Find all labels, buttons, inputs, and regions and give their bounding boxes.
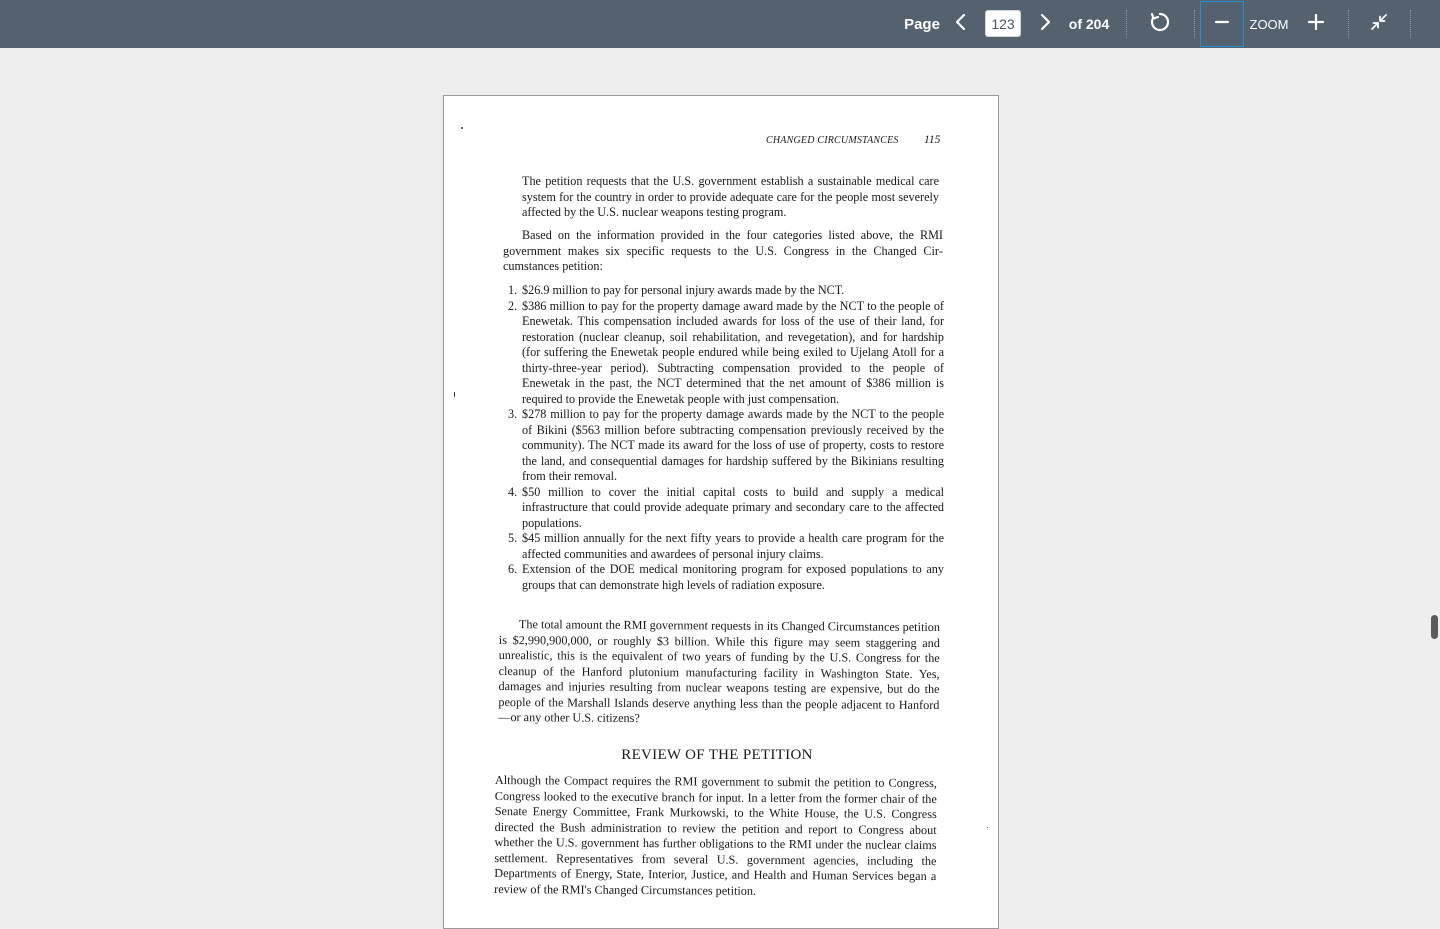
collapse-arrows-icon (1369, 12, 1389, 37)
toolbar-divider (1410, 10, 1411, 38)
rotate-icon (1149, 11, 1171, 38)
toolbar-divider (1348, 10, 1349, 38)
list-item: 2. $386 million to pay for the property damage award made by the NCT to the people of Enewetak. This compensation included awards for loss of the use of their land, for restoration (nuclear cleanup, soil rehabilitation, and revegetation), and for hardship (for suffering the Enewetak people endured while being exiled to Ujelang Atoll for a thirty-three-year period). Subtracting compensation provided to the people of Enewetak in the past, the NCT determined that the net amount of $386 million is required to provide the Enewetak people with just compensation. (508, 298, 944, 406)
paragraph: Although the Compact requires the RMI government to submit the petition to Congress, Congress looked to the executive branch for input. In a letter from the former chair of the Senate Energy Committee, Frank Murkowski, to the White House, the U.S. Congress directed the Bush administration to review the petition and report to Congress about whether the U.S. government has further obligations to the RMI under the nuclear claims settlement. Representatives from several U.S. government agencies, including the Departments of Energy, State, Interior, Justice, and Health and Human Services began a review of the RMI's Changed Circumstances petition. (494, 773, 937, 898)
chevron-left-icon (954, 13, 968, 36)
running-head: CHANGED CIRCUMSTANCES (766, 135, 899, 146)
scan-speck (461, 127, 463, 129)
plus-icon (1307, 13, 1325, 36)
chevron-right-icon (1038, 13, 1052, 36)
paragraph: The petition requests that the U.S. government establish a sustainable medical care system for the country in order to provide adequate care for the people most severely affected by the U.S. nuclear weapons testing program. (522, 174, 939, 219)
previous-page-button[interactable] (946, 0, 976, 48)
list-item: 6. Extension of the DOE medical monitoring program for exposed populations to any groups that can demonstrate high levels of radiation exposure. (508, 562, 944, 592)
scan-speck (987, 827, 988, 828)
minus-icon (1214, 14, 1230, 35)
rotate-button[interactable] (1143, 0, 1177, 48)
list-item: 3. $278 million to pay for the property damage awards made by the NCT to the people of Bikini ($563 million before subtracting compensation previously received by the community). The NCT made its award for the loss of use of property, costs to restore the land, and consequential damages for hardship suffered by the Bikinians resulting from their removal. (508, 407, 944, 483)
zoom-in-button[interactable] (1300, 0, 1332, 48)
printed-page-number: 115 (924, 134, 941, 146)
exit-fullscreen-button[interactable] (1362, 0, 1396, 48)
section-heading: REVIEW OF THE PETITION (621, 747, 813, 763)
document-page (443, 95, 999, 929)
total-pages-label: of 204 (1068, 16, 1110, 32)
zoom-out-button[interactable] (1200, 1, 1244, 47)
list-item: 4. $50 million to cover the initial capital costs to build and supply a medical infrastructure that could provide adequate primary and secondary care to the affected populations. (508, 484, 944, 530)
page-label: Page (904, 15, 940, 33)
requests-list (502, 283, 944, 593)
list-item: 1. $26.9 million to pay for personal injury awards made by the NCT. (508, 283, 845, 297)
document-viewer (0, 48, 1440, 900)
next-page-button[interactable] (1030, 0, 1060, 48)
page-number-input[interactable] (985, 10, 1021, 37)
toolbar-divider (1194, 10, 1195, 38)
zoom-label: ZOOM (1249, 16, 1289, 32)
scrollbar-thumb[interactable] (1431, 615, 1438, 639)
paragraph: Based on the information provided in the four categories listed above, the RMI government makes six specific requests to the U.S. Congress in the Changed Circumstances petition: (503, 228, 943, 273)
paragraph: The total amount the RMI government requests in its Changed Circumstances petition is $2,990,900,000, or roughly $3 billion. While this figure may seem staggering and unrealistic, this is the equivalent of two years of funding by the U.S. Congress for the cleanup of the Hanford plutonium manufacturing facility in Washington State. Yes, damages and injuries resulting from nuclear weapons testing are expensive, but do the people of the Marshall Islands deserve anything less than the people adjacent to Hanford—or any other U.S. citizens? (498, 617, 940, 725)
list-item: 5. $45 million annually for the next fifty years to provide a health care program for the affected communities and awardees of personal injury claims. (508, 531, 944, 561)
scan-speck (454, 392, 455, 397)
toolbar-divider (1126, 10, 1127, 38)
viewer-toolbar (0, 0, 1440, 48)
